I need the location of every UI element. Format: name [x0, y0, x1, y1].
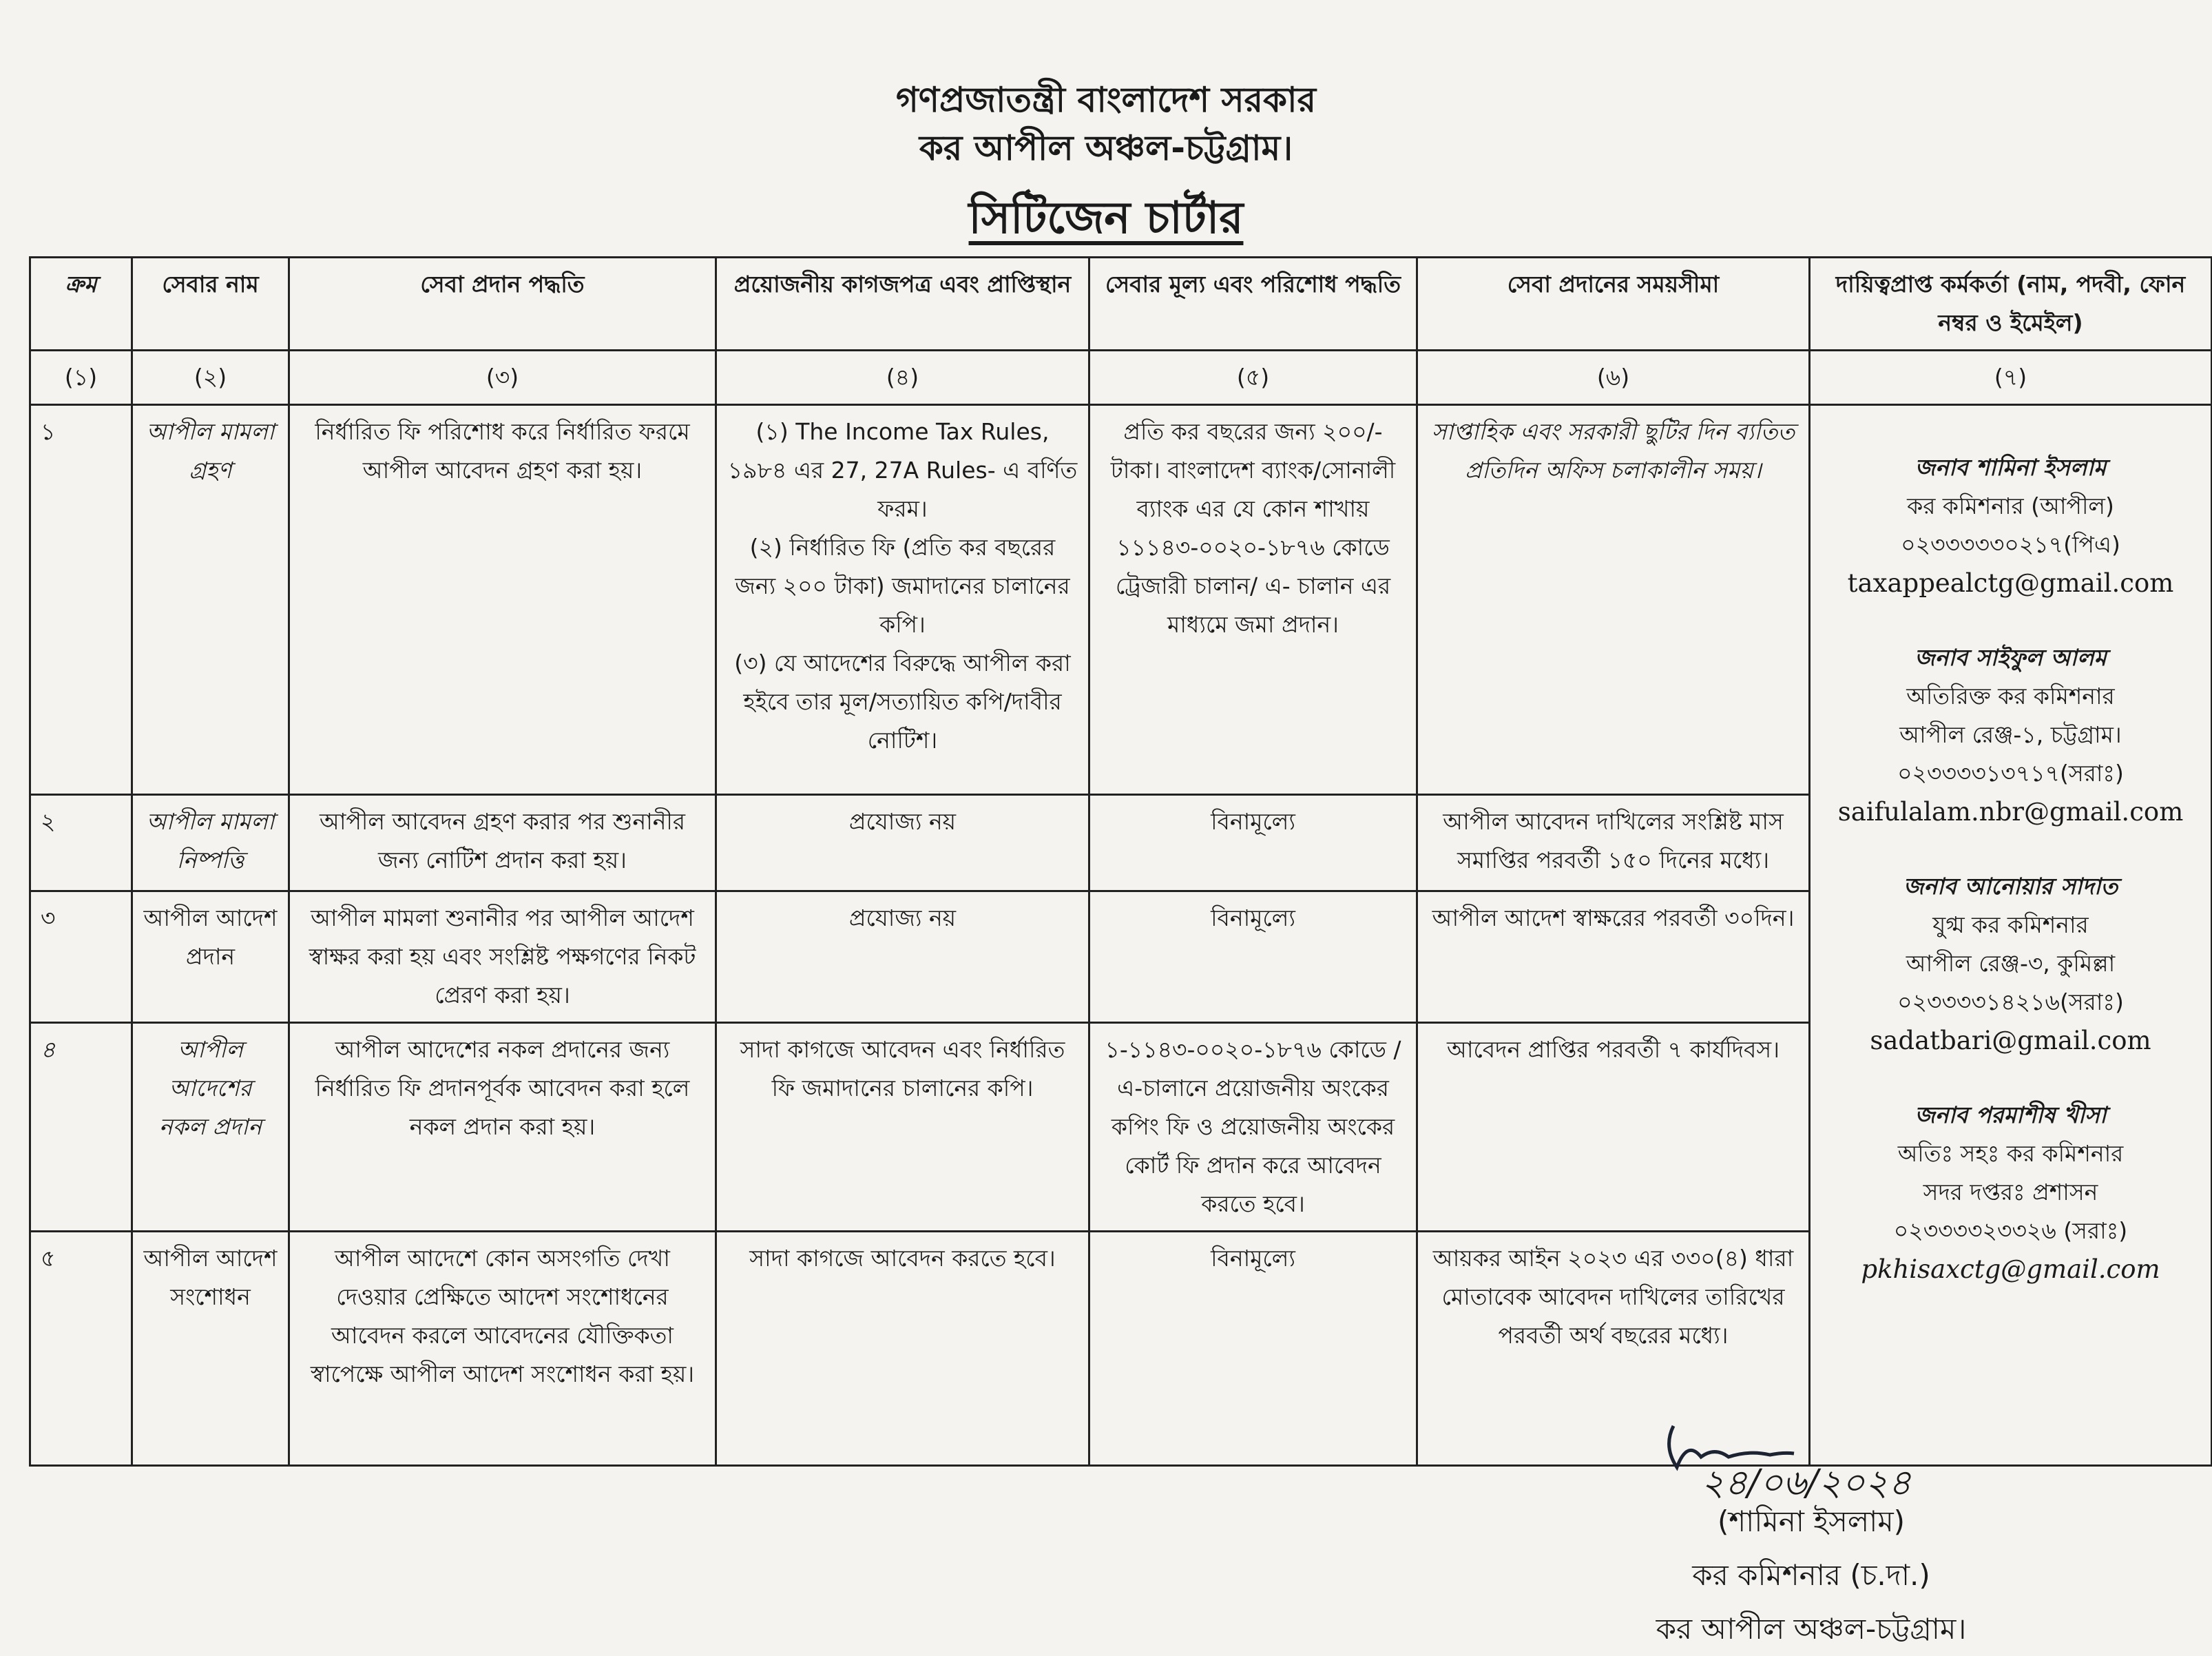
service-name-cell: আপীল আদেশের নকল প্রদান [132, 1023, 289, 1232]
column-number: (৩) [289, 351, 716, 405]
officer-phone: ০২৩৩৩৩১৪২১৬(সরাঃ) [1897, 989, 2124, 1015]
officer-title: অতিঃ সহঃ কর কমিশনার [1897, 1140, 2124, 1167]
signatory-office: কর আপীল অঞ্চল-চট্টগ্রাম। [1656, 1612, 1967, 1646]
column-number: (৫) [1089, 351, 1417, 405]
serial-cell: ৫ [30, 1232, 132, 1466]
signature-date: ২৪/০৬/২০২৪ [1701, 1462, 1912, 1504]
fee-cell: বিনামূল্যে [1089, 1232, 1417, 1466]
officer-phone: ০২৩৩৩৩১৩৭১৭(সরাঃ) [1897, 760, 2124, 787]
serial-cell: ২ [30, 795, 132, 891]
method-cell: আপীল আদেশের নকল প্রদানের জন্য নির্ধারিত ফি প্রদানপূর্বক আবেদন করা হলে নকল প্রদান করা হয়। [289, 1023, 716, 1232]
fee-cell: বিনামূল্যে [1089, 795, 1417, 891]
citizen-charter-table [29, 256, 2212, 1467]
method-cell: আপীল আবেদন গ্রহণ করার পর শুনানীর জন্য নোটিশ প্রদান করা হয়। [289, 795, 716, 891]
column-header-time: সেবা প্রদানের সময়সীমা [1417, 258, 1810, 351]
service-name-cell: আপীল মামলা গ্রহণ [132, 405, 289, 795]
officer-email: taxappealctg@gmail.com [1847, 568, 2174, 598]
document-item: (১) The Income Tax Rules, ১৯৮৪ এর 27, 27A Rules- এ বর্ণিত ফরম। [727, 418, 1078, 522]
fee-cell: বিনামূল্যে [1089, 891, 1417, 1023]
signatory-name: (শামিনা ইসলাম) [1717, 1504, 1906, 1538]
serial-cell: ১ [30, 405, 132, 795]
service-name-cell: আপীল আদেশ সংশোধন [132, 1232, 289, 1466]
header-row [30, 258, 2212, 351]
officer-name: জনাব শামিনা ইসলাম [1914, 454, 2107, 481]
officer-title: অতিরিক্ত কর কমিশনার [1906, 683, 2115, 710]
documents-cell [716, 405, 1089, 795]
column-header-serial: ক্রম [30, 258, 132, 351]
document-item: (৩) যে আদেশের বিরুদ্ধে আপীল করা হইবে তার মূল/সত্যায়িত কপি/দাবীর নোটিশ। [734, 650, 1071, 754]
officer-email: saifulalam.nbr@gmail.com [1837, 797, 2184, 827]
column-number: (১) [30, 351, 132, 405]
signatory-designation: কর কমিশনার (চ.দা.) [1692, 1558, 1930, 1592]
document-item: (২) নির্ধারিত ফি (প্রতি কর বছরের জন্য ২০০ টাকা) জমাদানের চালানের কপি। [735, 534, 1070, 638]
documents-cell: প্রযোজ্য নয় [716, 795, 1089, 891]
officer-phone: ০২৩৩৩৩২৩৩২৬ (সরাঃ) [1893, 1217, 2128, 1244]
officer-email: sadatbari@gmail.com [1870, 1026, 2151, 1055]
table-row [30, 405, 2212, 795]
documents-cell: সাদা কাগজে আবেদন এবং নির্ধারিত ফি জমাদানের চালানের কপি। [716, 1023, 1089, 1232]
fee-cell: প্রতি কর বছরের জন্য ২০০/- টাকা। বাংলাদেশ ব্যাংক/সোনালী ব্যাংক এর যে কোন শাখায় ১১১৪৩-০০২০-১৮৭৬ কোডে ট্রেজারী চালান/ এ- চালান এর মাধ্যমে জমা প্রদান। [1089, 405, 1417, 795]
officer-email: pkhisaxctg@gmail.com [1861, 1254, 2160, 1284]
time-cell: আবেদন প্রাপ্তির পরবর্তী ৭ কার্যদিবস। [1417, 1023, 1810, 1232]
column-number: (৭) [1810, 351, 2212, 405]
service-name-cell: আপীল মামলা নিষ্পত্তি [132, 795, 289, 891]
documents-cell: সাদা কাগজে আবেদন করতে হবে। [716, 1232, 1089, 1466]
column-header-documents: প্রয়োজনীয় কাগজপত্র এবং প্রাপ্তিস্থান [716, 258, 1089, 351]
time-cell: আয়কর আইন ২০২৩ এর ৩৩০(৪) ধারা মোতাবেক আবেদন দাখিলের তারিখের পরবর্তী অর্থ বছরের মধ্যে। [1417, 1232, 1810, 1466]
time-cell: আপীল আদেশ স্বাক্ষরের পরবর্তী ৩০দিন। [1417, 891, 1810, 1023]
column-number: (৬) [1417, 351, 1810, 405]
government-heading: গণপ্রজাতন্ত্রী বাংলাদেশ সরকার [896, 80, 1316, 120]
officer-name: জনাব পরমাশীষ খীসা [1914, 1101, 2107, 1128]
officer-office: আপীল রেঞ্জ-৩, কুমিল্লা [1906, 950, 2116, 977]
service-name-cell: আপীল আদেশ প্রদান [132, 891, 289, 1023]
officer-cell [1810, 405, 2212, 1466]
officer-phone: ০২৩৩৩৩৩০২১৭(পিএ) [1901, 531, 2120, 558]
column-number: (২) [132, 351, 289, 405]
officer-title: যুগ্ম কর কমিশনার [1932, 911, 2089, 938]
documents-cell: প্রযোজ্য নয় [716, 891, 1089, 1023]
office-heading: কর আপীল অঞ্চল-চট্টগ্রাম। [919, 128, 1293, 168]
serial-cell: ৩ [30, 891, 132, 1023]
method-cell: নির্ধারিত ফি পরিশোধ করে নির্ধারিত ফরমে আপীল আবেদন গ্রহণ করা হয়। [289, 405, 716, 795]
column-header-service: সেবার নাম [132, 258, 289, 351]
officer-office: আপীল রেঞ্জ-১, চট্টগ্রাম। [1899, 721, 2122, 748]
signature-block [1501, 1433, 2121, 1656]
officer-name: জনাব সাইফুল আলম [1914, 644, 2107, 671]
column-number: (৪) [716, 351, 1089, 405]
officer-title: কর কমিশনার (আপীল) [1907, 493, 2114, 519]
column-header-method: সেবা প্রদান পদ্ধতি [289, 258, 716, 351]
column-number-row [30, 351, 2212, 405]
column-header-fee: সেবার মূল্য এবং পরিশোধ পদ্ধতি [1089, 258, 1417, 351]
time-cell: আপীল আবেদন দাখিলের সংশ্লিষ্ট মাস সমাপ্তির পরবর্তী ১৫০ দিনের মধ্যে। [1417, 795, 1810, 891]
time-cell: সাপ্তাহিক এবং সরকারী ছুটির দিন ব্যতিত প্রতিদিন অফিস চলাকালীন সময়। [1417, 405, 1810, 795]
method-cell: আপীল মামলা শুনানীর পর আপীল আদেশ স্বাক্ষর করা হয় এবং সংশ্লিষ্ট পক্ষগণের নিকট প্রেরণ করা হয়। [289, 891, 716, 1023]
officer-name: জনাব আনোয়ার সাদাত [1903, 873, 2118, 900]
column-header-officer: দায়িত্বপ্রাপ্ত কর্মকর্তা (নাম, পদবী, ফোন নম্বর ও ইমেইল) [1810, 258, 2212, 351]
page-title: সিটিজেন চার্টার [968, 193, 1244, 244]
serial-cell: ৪ [30, 1023, 132, 1232]
officer-office: সদর দপ্তরঃ প্রশাসন [1923, 1179, 2098, 1205]
fee-cell: ১-১১৪৩-০০২০-১৮৭৬ কোডে / এ-চালানে প্রয়োজনীয় অংকের কপিং ফি ও প্রয়োজনীয় অংকের কোর্ট ফি প্রদান করে আবেদন করতে হবে। [1089, 1023, 1417, 1232]
method-cell: আপীল আদেশে কোন অসংগতি দেখা দেওয়ার প্রেক্ষিতে আদেশ সংশোধনের আবেদন করলে আবেদনের যৌক্তিকতা স্বাপেক্ষে আপীল আদেশ সংশোধন করা হয়। [289, 1232, 716, 1466]
